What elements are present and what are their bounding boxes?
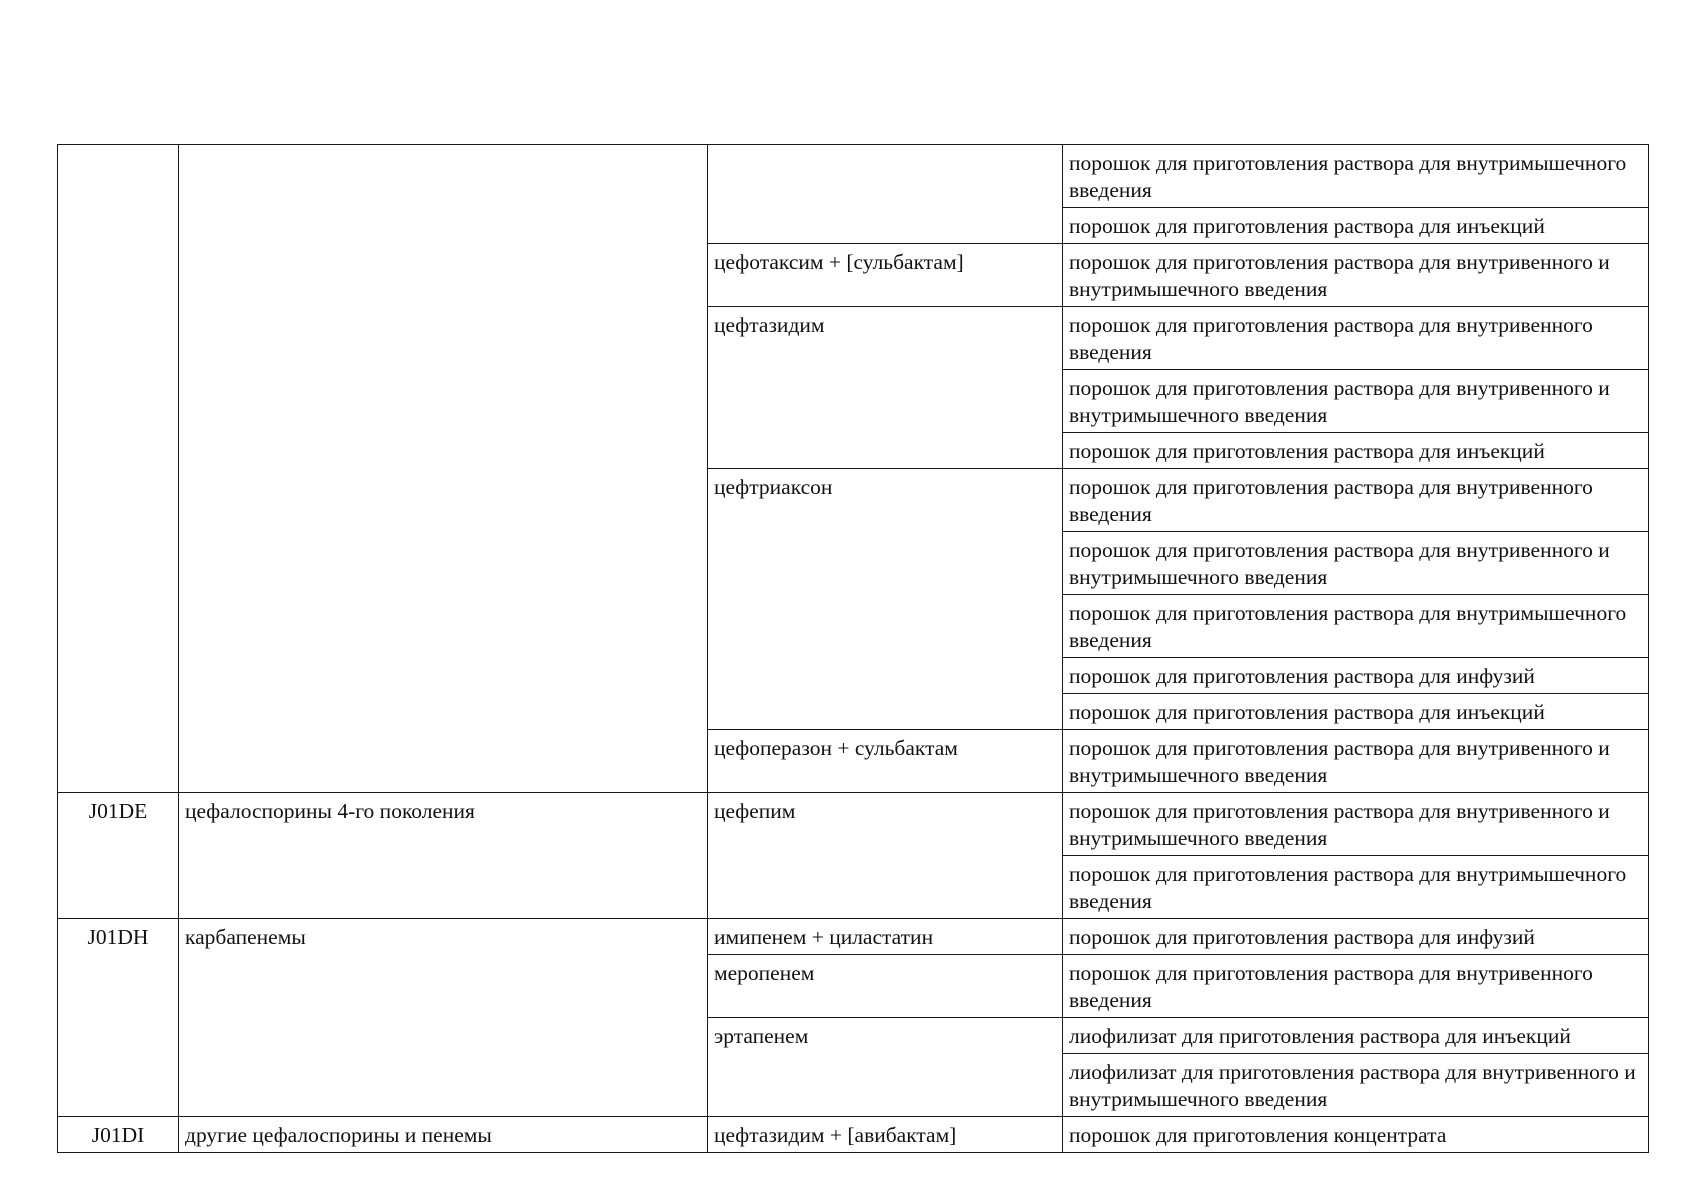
dosage-form-cell: порошок для приготовления раствора для внутривенного и внутримышечного введения (1063, 730, 1649, 793)
dosage-form-cell: порошок для приготовления раствора для внутривенного и внутримышечного введения (1063, 244, 1649, 307)
table-row (58, 1117, 1649, 1153)
atc-code-cell (58, 145, 179, 793)
drug-cell: цефотаксим + [сульбактам] (708, 244, 1063, 307)
drug-cell: цефтазидим + [авибактам] (708, 1117, 1063, 1153)
atc-code-cell: J01DH (58, 919, 179, 1117)
dosage-form-cell: порошок для приготовления раствора для инфузий (1063, 919, 1649, 955)
dosage-form-cell: порошок для приготовления раствора для внутривенного и внутримышечного введения (1063, 793, 1649, 856)
drug-cell: имипенем + циластатин (708, 919, 1063, 955)
group-cell: цефалоспорины 4-го поколения (179, 793, 708, 919)
dosage-form-cell: лиофилизат для приготовления раствора для внутривенного и внутримышечного введения (1063, 1054, 1649, 1117)
dosage-form-cell: порошок для приготовления раствора для внутривенного введения (1063, 307, 1649, 370)
dosage-form-cell: порошок для приготовления раствора для инъекций (1063, 694, 1649, 730)
drug-classification-table (57, 144, 1649, 1153)
drug-cell: цефоперазон + сульбактам (708, 730, 1063, 793)
group-cell (179, 145, 708, 793)
dosage-form-cell: лиофилизат для приготовления раствора для инъекций (1063, 1018, 1649, 1054)
group-cell: карбапенемы (179, 919, 708, 1117)
dosage-form-cell: порошок для приготовления раствора для внутривенного введения (1063, 955, 1649, 1018)
drug-cell: меропенем (708, 955, 1063, 1018)
drug-cell: цефтриаксон (708, 469, 1063, 730)
dosage-form-cell: порошок для приготовления раствора для инъекций (1063, 208, 1649, 244)
drug-cell: эртапенем (708, 1018, 1063, 1117)
dosage-form-cell: порошок для приготовления раствора для внутривенного введения (1063, 469, 1649, 532)
dosage-form-cell: порошок для приготовления раствора для внутримышечного введения (1063, 856, 1649, 919)
atc-code-cell: J01DI (58, 1117, 179, 1153)
table-row (58, 793, 1649, 856)
dosage-form-cell: порошок для приготовления раствора для инъекций (1063, 433, 1649, 469)
dosage-form-cell: порошок для приготовления раствора для инфузий (1063, 658, 1649, 694)
group-cell: другие цефалоспорины и пенемы (179, 1117, 708, 1153)
dosage-form-cell: порошок для приготовления раствора для внутривенного и внутримышечного введения (1063, 370, 1649, 433)
table-row (58, 919, 1649, 955)
dosage-form-cell: порошок для приготовления раствора для внутримышечного введения (1063, 595, 1649, 658)
drug-cell: цефепим (708, 793, 1063, 919)
atc-code-cell: J01DE (58, 793, 179, 919)
dosage-form-cell: порошок для приготовления концентрата (1063, 1117, 1649, 1153)
dosage-form-cell: порошок для приготовления раствора для внутримышечного введения (1063, 145, 1649, 208)
table-row (58, 145, 1649, 208)
dosage-form-cell: порошок для приготовления раствора для внутривенного и внутримышечного введения (1063, 532, 1649, 595)
drug-cell: цефтазидим (708, 307, 1063, 469)
drug-cell (708, 145, 1063, 244)
